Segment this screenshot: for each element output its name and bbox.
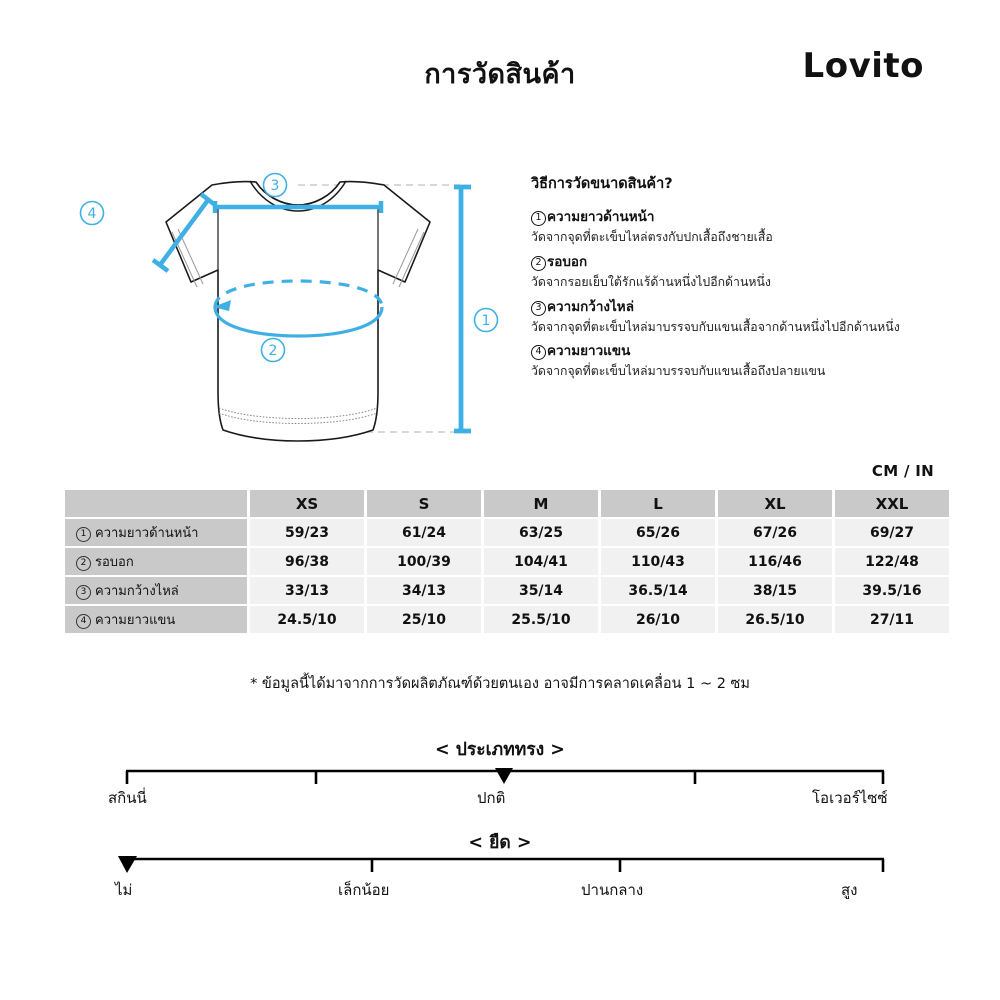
cell-front-length-m: 63/25 — [484, 519, 598, 546]
instruction-desc-3: วัดจากจุดที่ตะเข็บไหล่มาบรรจบกับแขนเสื้อจากด้านหนึ่งไปอีกด้านหนึ่ง — [531, 319, 900, 334]
table-header-l: L — [601, 490, 715, 517]
svg-text:2: 2 — [268, 343, 278, 359]
cell-shoulder-xxl: 39.5/16 — [835, 577, 949, 604]
table-row — [65, 606, 949, 633]
instruction-item-3 — [531, 297, 931, 338]
cell-sleeve-xxl: 27/11 — [835, 606, 949, 633]
fit-scale-label-skinny: สกินนี่ — [108, 789, 147, 807]
row-marker-1: 1 — [76, 527, 91, 542]
instruction-item-2 — [531, 252, 931, 293]
row-marker-2: 2 — [76, 556, 91, 571]
cell-sleeve-xl: 26.5/10 — [718, 606, 832, 633]
diagram-marker-bust — [262, 339, 285, 362]
fit-scale-marker — [495, 768, 513, 784]
svg-text:3: 3 — [270, 178, 280, 194]
instruction-name-1: ความยาวด้านหน้า — [547, 209, 655, 225]
stretch-scale-title: < ยืด > — [468, 833, 532, 853]
row-label-text-1: ความยาวด้านหน้า — [95, 526, 199, 541]
instruction-heading-2 — [531, 252, 931, 273]
cell-shoulder-xl: 38/15 — [718, 577, 832, 604]
cell-front-length-s: 61/24 — [367, 519, 481, 546]
row-label-sleeve — [65, 606, 247, 633]
cell-shoulder-m: 35/14 — [484, 577, 598, 604]
table-header-xxl: XXL — [835, 490, 949, 517]
cell-bust-m: 104/41 — [484, 548, 598, 575]
cell-sleeve-xs: 24.5/10 — [250, 606, 364, 633]
cell-bust-s: 100/39 — [367, 548, 481, 575]
stretch-scale-label-none: ไม่ — [115, 881, 133, 899]
instruction-item-1 — [531, 207, 931, 248]
tshirt-outline — [166, 182, 430, 441]
table-row — [65, 519, 949, 546]
table-header-xs: XS — [250, 490, 364, 517]
front-length-measure — [454, 187, 471, 431]
cell-sleeve-s: 25/10 — [367, 606, 481, 633]
size-table — [62, 488, 952, 635]
row-label-shoulder — [65, 577, 247, 604]
cell-bust-l: 110/43 — [601, 548, 715, 575]
diagram-marker-shoulder — [264, 174, 287, 197]
instruction-heading-1 — [531, 207, 931, 228]
row-marker-3: 3 — [76, 585, 91, 600]
cell-bust-xl: 116/46 — [718, 548, 832, 575]
table-row — [65, 548, 949, 575]
marker-circle-3: 3 — [531, 301, 546, 316]
cell-bust-xs: 96/38 — [250, 548, 364, 575]
marker-circle-4: 4 — [531, 345, 546, 360]
stretch-scale-label-medium: ปานกลาง — [581, 881, 644, 899]
marker-circle-1: 1 — [531, 211, 546, 226]
instruction-desc-2: วัดจากรอยเย็บใต้รักแร้ด้านหนึ่งไปอีกด้านหนึ่ง — [531, 274, 771, 289]
page-title: การวัดสินค้า — [424, 59, 576, 90]
cell-shoulder-l: 36.5/14 — [601, 577, 715, 604]
row-label-text-4: ความยาวแขน — [95, 613, 176, 628]
table-header-row — [65, 490, 949, 517]
measurement-instructions — [531, 172, 931, 386]
cell-front-length-xl: 67/26 — [718, 519, 832, 546]
instruction-name-3: ความกว้างไหล่ — [547, 298, 634, 315]
table-row — [65, 577, 949, 604]
stretch-scale-label-high: สูง — [841, 881, 858, 899]
svg-text:4: 4 — [87, 206, 97, 222]
diagram-marker-front-length — [475, 309, 498, 332]
cell-shoulder-s: 34/13 — [367, 577, 481, 604]
measurement-disclaimer: * ข้อมูลนี้ได้มาจากการวัดผลิตภัณฑ์ด้วยตนเอง อาจมีการคลาดเคลื่อน 1 ~ 2 ซม — [250, 676, 750, 692]
cell-bust-xxl: 122/48 — [835, 548, 949, 575]
instruction-desc-4: วัดจากจุดที่ตะเข็บไหล่มาบรรจบกับแขนเสื้อถึงปลายแขน — [531, 364, 826, 379]
row-marker-4: 4 — [76, 614, 91, 629]
table-header-s: S — [367, 490, 481, 517]
cell-sleeve-m: 25.5/10 — [484, 606, 598, 633]
garment-measurement-diagram — [60, 160, 520, 460]
fit-scale-title: < ประเภททรง > — [435, 740, 565, 760]
instruction-heading-4 — [531, 341, 931, 362]
marker-circle-2: 2 — [531, 256, 546, 271]
table-corner-cell — [65, 490, 247, 517]
table-header-m: M — [484, 490, 598, 517]
table-header-xl: XL — [718, 490, 832, 517]
instructions-title: วิธีการวัดขนาดสินค้า? — [531, 176, 673, 192]
cell-shoulder-xs: 33/13 — [250, 577, 364, 604]
cell-front-length-xs: 59/23 — [250, 519, 364, 546]
row-label-bust — [65, 548, 247, 575]
fit-scale-label-regular: ปกติ — [477, 789, 506, 807]
instruction-name-2: รอบอก — [547, 253, 588, 270]
diagram-marker-sleeve — [81, 202, 104, 225]
units-label: CM / IN — [871, 462, 934, 480]
fit-scale-label-oversize: โอเวอร์ไซซ์ — [812, 789, 888, 807]
row-label-text-2: รอบอก — [95, 555, 134, 570]
stretch-scale-label-slight: เล็กน้อย — [338, 881, 390, 899]
cell-front-length-l: 65/26 — [601, 519, 715, 546]
cell-sleeve-l: 26/10 — [601, 606, 715, 633]
instruction-item-4 — [531, 341, 931, 382]
row-label-front-length — [65, 519, 247, 546]
instruction-name-4: ความยาวแขน — [547, 343, 631, 360]
brand-logo: Lovito — [802, 46, 924, 86]
svg-text:1: 1 — [481, 313, 491, 329]
instruction-heading-3 — [531, 297, 931, 318]
stretch-scale-axis — [0, 850, 1000, 880]
row-label-text-3: ความกว้างไหล่ — [95, 584, 179, 599]
instruction-desc-1: วัดจากจุดที่ตะเข็บไหล่ตรงกับปกเสื้อถึงชายเสื้อ — [531, 229, 773, 244]
cell-front-length-xxl: 69/27 — [835, 519, 949, 546]
stretch-scale-marker — [118, 856, 137, 873]
